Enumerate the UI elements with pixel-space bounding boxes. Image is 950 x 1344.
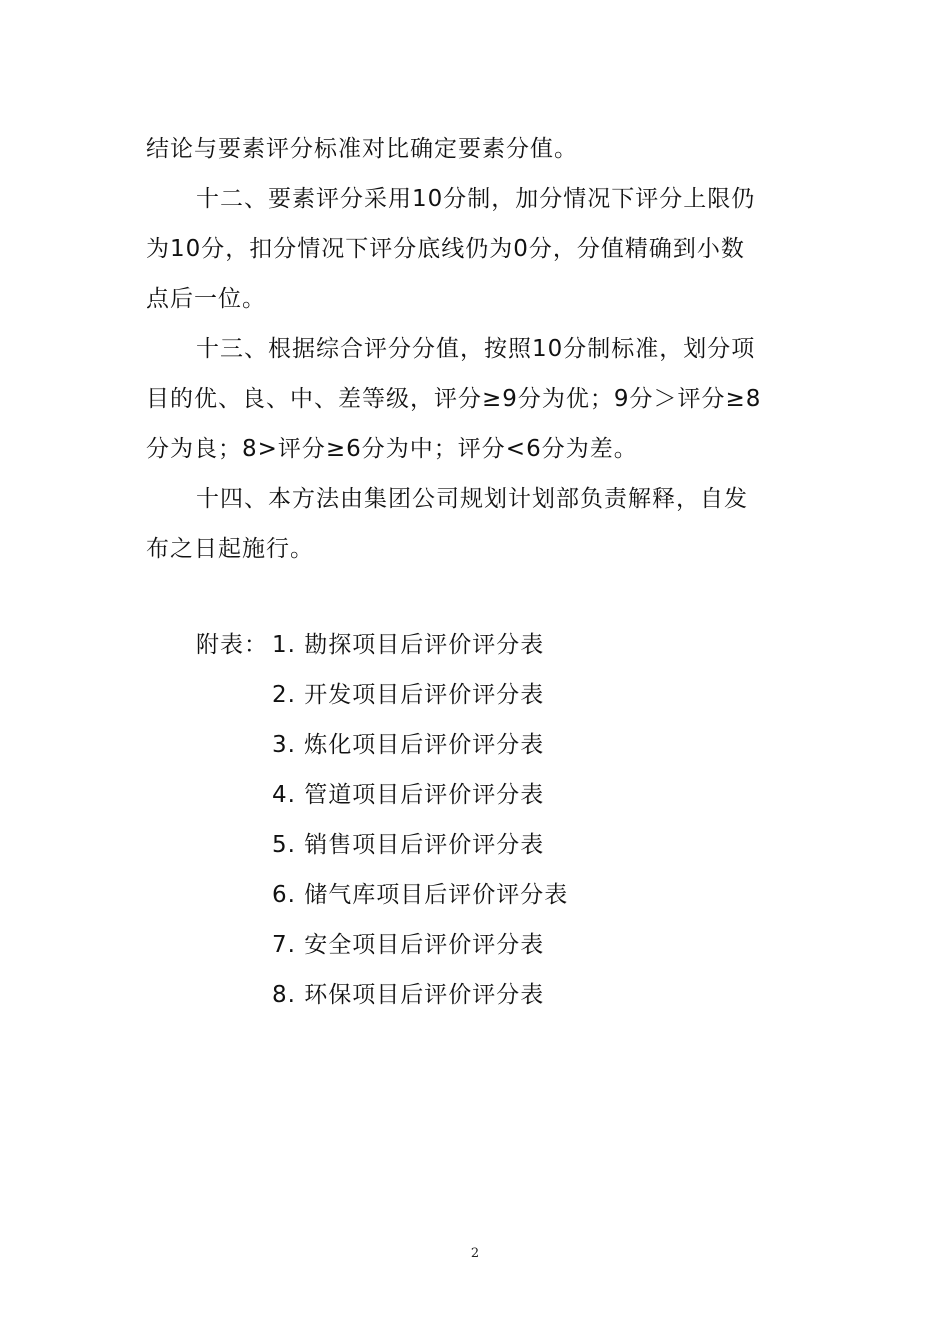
appendix-item: [196, 770, 568, 820]
paragraph-article-14: [146, 474, 810, 574]
paragraph-line: 目的优、良、中、差等级，评分≥9分为优；9分＞评分≥8: [146, 386, 762, 412]
appendix-item: [196, 820, 568, 870]
appendix-label: 附表：: [196, 632, 268, 658]
appendix-item-text: 5. 销售项目后评价评分表: [272, 832, 545, 858]
paragraph-line: 十二、要素评分采用10分制，加分情况下评分上限仍: [196, 186, 756, 212]
appendix-item-text: 7. 安全项目后评价评分表: [272, 932, 545, 958]
appendix-item: [196, 720, 568, 770]
appendix-item-text: 6. 储气库项目后评价评分表: [272, 882, 569, 908]
appendix-item: [196, 970, 568, 1020]
paragraph-line: 十四、本方法由集团公司规划计划部负责解释，自发: [196, 486, 748, 512]
appendix-item: [196, 620, 568, 670]
appendix-item: [196, 870, 568, 920]
appendix-item: [196, 920, 568, 970]
paragraph-line: 为10分，扣分情况下评分底线仍为0分，分值精确到小数: [146, 236, 745, 262]
appendix-list: [196, 620, 568, 1020]
appendix-item-text: 2. 开发项目后评价评分表: [272, 682, 545, 708]
appendix-item-text: 1. 勘探项目后评价评分表: [272, 632, 545, 658]
appendix-item-text: 8. 环保项目后评价评分表: [272, 982, 545, 1008]
paragraph-line: 点后一位。: [146, 286, 266, 312]
appendix-item-text: 4. 管道项目后评价评分表: [272, 782, 545, 808]
paragraph-article-12: [146, 174, 810, 324]
paragraph-line: 布之日起施行。: [146, 536, 314, 562]
paragraph-article-13: [146, 324, 810, 474]
paragraph-line: 结论与要素评分标准对比确定要素分值。: [146, 136, 578, 162]
appendix-item-text: 3. 炼化项目后评价评分表: [272, 732, 545, 758]
paragraph-line: 十三、根据综合评分分值，按照10分制标准，划分项: [196, 336, 756, 362]
page-number: 2: [470, 1246, 480, 1261]
appendix-item: [196, 670, 568, 720]
paragraph-line: 分为良；8>评分≥6分为中；评分<6分为差。: [146, 436, 638, 462]
paragraph-continuation: [146, 124, 810, 174]
